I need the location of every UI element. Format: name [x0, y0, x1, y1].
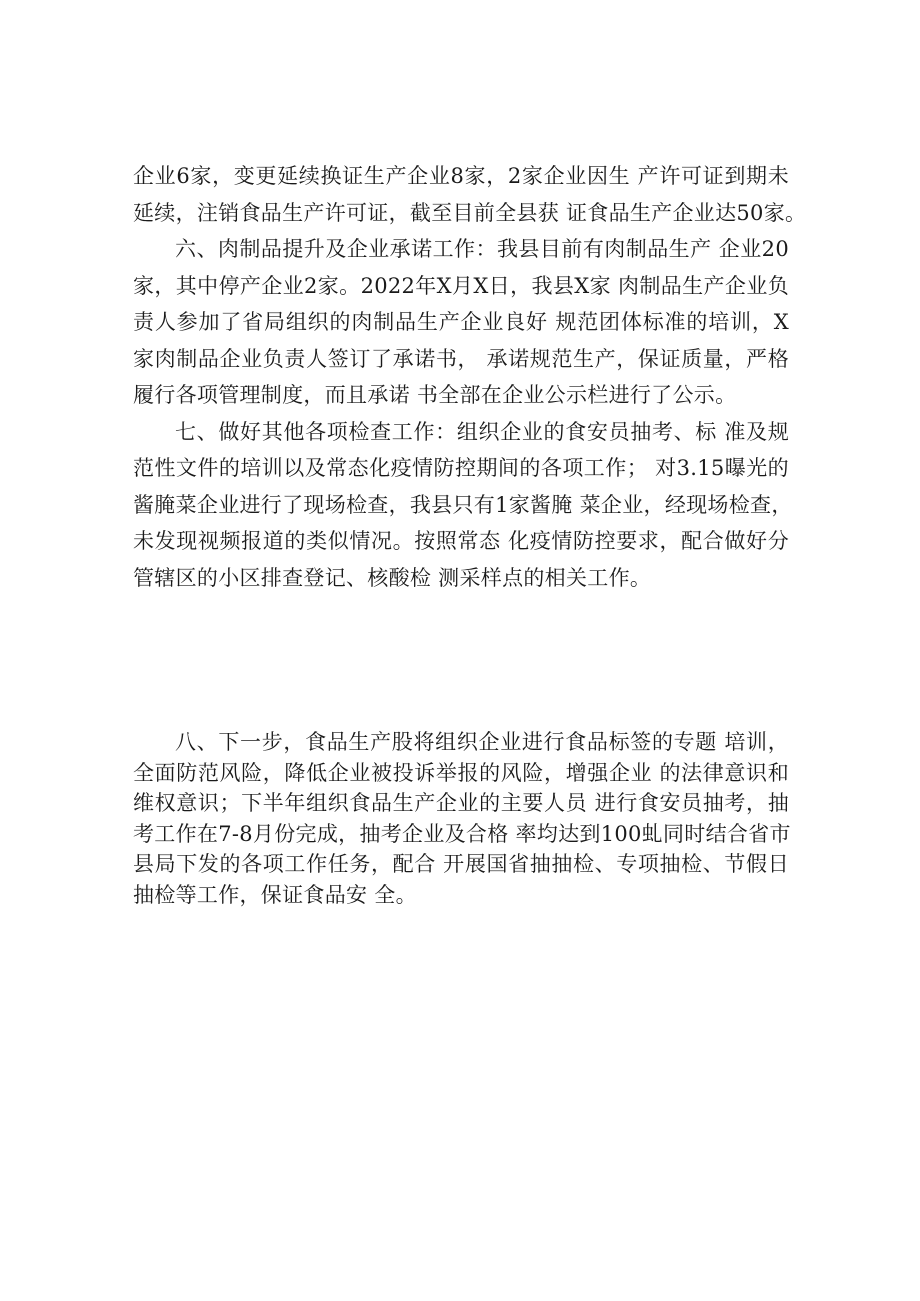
text-line: 家肉制品企业负责人签订了承诺书， 承诺规范生产，保证质量，严格	[133, 346, 789, 371]
text-line: 延续，注销食品生产许可证，截至目前全县获 证食品生产企业达50家。	[133, 200, 807, 225]
text-line: 八、下一步，食品生产股将组织企业进行食品标签的专题 培训，	[175, 730, 789, 754]
document-body-upper	[133, 158, 807, 596]
text-line: 全面防范风险，降低企业被投诉举报的风险，增强企业 的法律意识和	[133, 760, 789, 785]
text-line: 家，其中停产企业2家。2022年X月X日，我县X家 肉制品生产企业负	[133, 273, 789, 298]
paragraph-next-steps	[133, 727, 789, 910]
text-line: 抽检等工作，保证食品安 全。	[133, 882, 417, 907]
text-line: 履行各项管理制度，而且承诺 书全部在企业公示栏进行了公示。	[133, 383, 737, 407]
text-line: 维权意识；下半年组织食品生产企业的主要人员 进行食安员抽考，抽	[133, 791, 789, 815]
text-line: 七、做好其他各项检查工作：组织企业的食安员抽考、标 准及规	[175, 419, 789, 444]
text-line: 酱腌菜企业进行了现场检查，我县只有1家酱腌 菜企业，经现场检查，	[133, 492, 793, 517]
text-line: 责人参加了省局组织的肉制品生产企业良好 规范团体标准的培训，X	[133, 310, 789, 334]
text-line: 六、肉制品提升及企业承诺工作：我县目前有肉制品生产 企业20	[175, 237, 789, 261]
text-line: 未发现视频报道的类似情况。按照常态 化疫情防控要求，配合做好分	[133, 529, 789, 553]
text-line: 管辖区的小区排查登记、核酸检 测采样点的相关工作。	[133, 565, 652, 590]
document-body-lower	[133, 727, 789, 910]
paragraph-meat-products	[133, 231, 789, 414]
paragraph-other-inspections	[133, 414, 793, 597]
paragraph-continuation	[133, 158, 807, 231]
text-line: 企业6家，变更延续换证生产企业8家，2家企业因生 产许可证到期未	[133, 164, 789, 188]
text-line: 考工作在7-8月份完成，抽考企业及合格 率均达到100虬同时结合省市	[133, 821, 791, 846]
text-line: 县局下发的各项工作任务，配合 开展国省抽抽检、专项抽检、节假日	[133, 852, 789, 876]
text-line: 范性文件的培训以及常态化疫情防控期间的各项工作； 对3.15曝光的	[133, 456, 789, 480]
